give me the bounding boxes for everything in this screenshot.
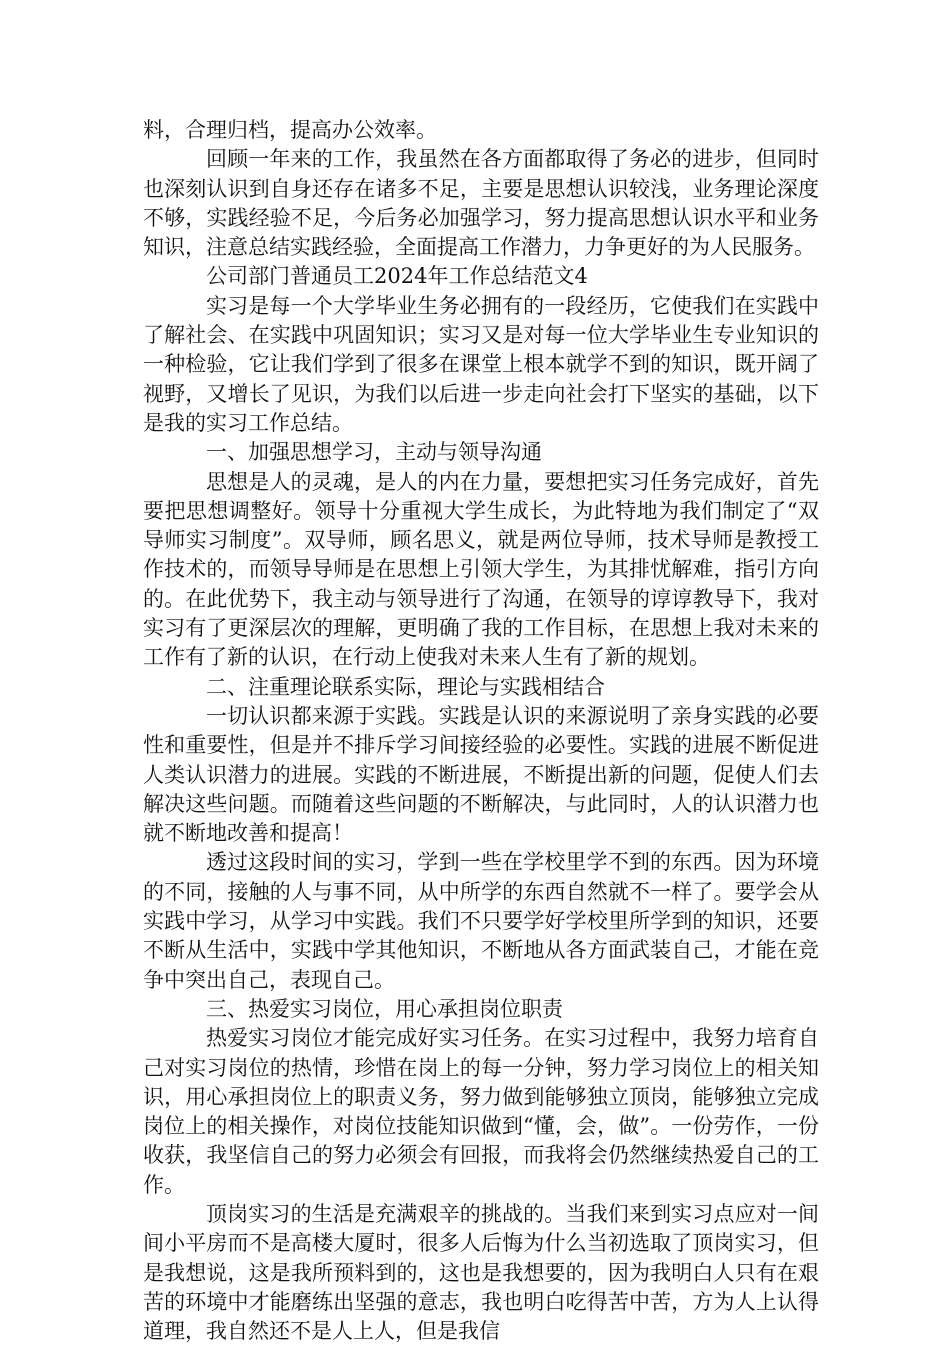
heading-one: 一、加强思想学习，主动与领导沟通 [206,440,542,465]
document-page [143,116,819,1346]
paragraph-continuation: 料，合理归档，提高办公效率。 [143,118,437,142]
heading-three: 三、热爱实习岗位，用心承担岗位职责 [206,996,563,1021]
paragraph-hardship: 顶岗实习的生活是充满艰辛的挑战的。当我们来到实习点应对一间间小平房而不是高楼大厦时，很多人后悔为什么当初选取了顶岗实习，但是我想说，这是我所预料到的，这也是我想要的，因为我明白人只有在艰苦的环境中才能磨练出坚强的意志，我也明白吃得苦中苦，方为人上认得道理，我自然还不是人上人，但是我信 [143,1201,819,1344]
paragraph-duty: 热爱实习岗位才能完成好实习任务。在实习过程中，我努力培育自己对实习岗位的热情，珍惜在岗上的每一分钟，努力学习岗位上的相关知识，用心承担岗位上的职责义务，努力做到能够独立顶岗，能够独立完成岗位上的相关操作，对岗位技能知识做到“懂，会，做”。一份劳作，一份收获，我坚信自己的努力必须会有回报，而我将会仍然继续热爱自己的工作。 [143,1026,819,1197]
paragraph-intro: 实习是每一个大学毕业生务必拥有的一段经历，它使我们在实践中了解社会、在实践中巩固知识；实习又是对每一位大学毕业生专业知识的一种检验，它让我们学到了很多在课堂上根本就学不到的知识，既开阔了视野，又增长了见识，为我们以后进一步走向社会打下坚实的基础，以下是我的实习工作总结。 [143,293,819,435]
paragraph-learning: 透过这段时间的实习，学到一些在学校里学不到的东西。因为环境的不同，接触的人与事不同，从中所学的东西自然就不一样了。要学会从实践中学习，从学习中实践。我们不只要学好学校里所学到的知识，还要不断从生活中，实践中学其他知识，不断地从各方面武装自己，才能在竞争中突出自己，表现自己。 [143,850,819,992]
paragraph-thought: 思想是人的灵魂，是人的内在力量，要想把实习任务完成好，首先要把思想调整好。领导十分重视大学生成长，为此特地为我们制定了“双导师实习制度”。双导师，顾名思义，就是两位导师，技术导师是教授工作技术的，而领导导师是在思想上引领大学生，为其排忧解难，指引方向的。在此优势下，我主动与领导进行了沟通，在领导的谆谆教导下，我对实习有了更深层次的理解，更明确了我的工作目标，在思想上我对未来的工作有了新的认识，在行动上使我对未来人生有了新的规划。 [143,469,819,670]
paragraph-review: 回顾一年来的工作，我虽然在各方面都取得了务必的进步，但同时也深刻认识到自身还存在诸多不足，主要是思想认识较浅，业务理论深度不够，实践经验不足，今后务必加强学习，努力提高思想认识水平和业务知识，注意总结实践经验，全面提高工作潜力，力争更好的为人民服务。 [143,147,819,260]
paragraph-practice: 一切认识都来源于实践。实践是认识的来源说明了亲身实践的必要性和重要性，但是并不排斥学习间接经验的必要性。实践的进展不断促进人类认识潜力的进展。实践的不断进展，不断提出新的问题，促使人们去解决这些问题。而随着这些问题的不断解决，与此同时，人的认识潜力也就不断地改善和提高！ [143,703,819,846]
section-title: 公司部门普通员工2024年工作总结范文4 [206,264,588,289]
heading-two: 二、注重理论联系实际，理论与实践相结合 [206,674,605,699]
